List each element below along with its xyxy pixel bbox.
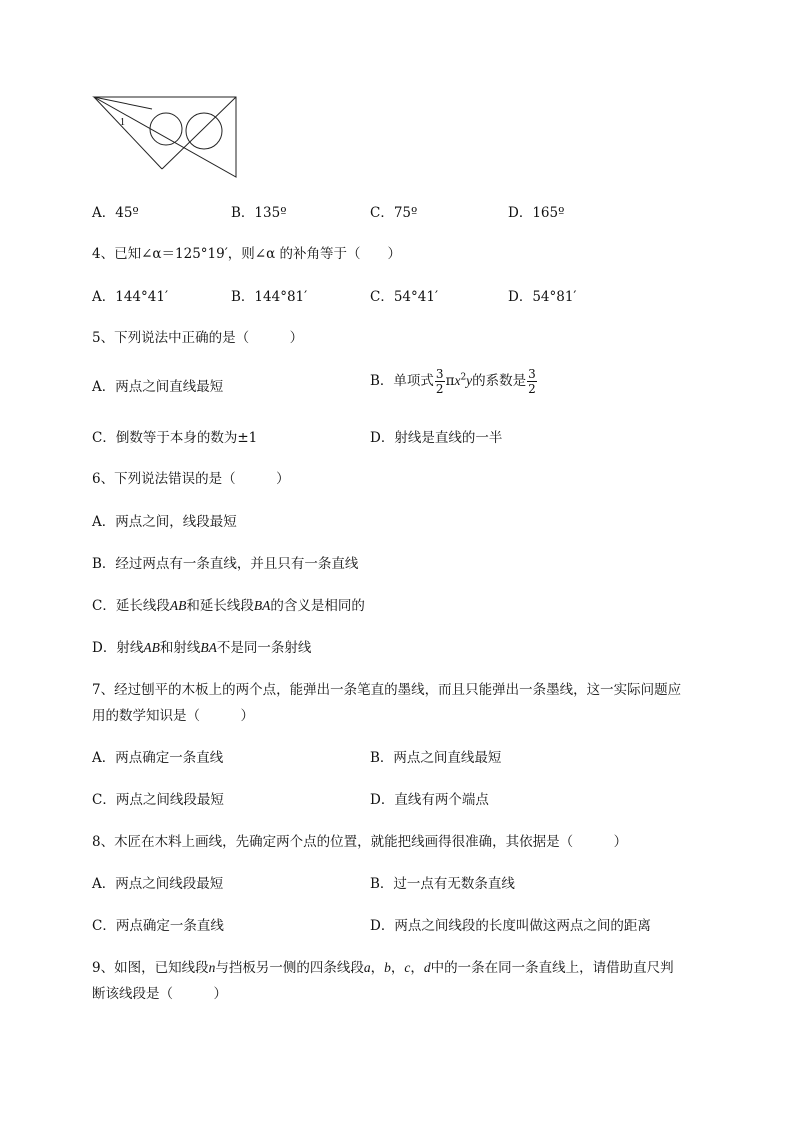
q4-option-b[interactable]: B．144°81′	[231, 289, 308, 305]
inner-line-1	[94, 97, 162, 169]
q5-option-d[interactable]: D．射线是直线的一半	[370, 430, 503, 446]
q9-stem-line1: 9、如图，已知线段n与挡板另一侧的四条线段a，b，c，d中的一条在同一条直线上，请借助直尺判	[92, 960, 674, 976]
right-circle	[186, 113, 222, 149]
q3-option-a[interactable]: A．45º	[92, 205, 139, 221]
q5-stem: 5、下列说法中正确的是（ ）	[92, 330, 304, 346]
q6-option-d[interactable]: D．射线AB和射线BA不是同一条射线	[92, 640, 312, 656]
q6-option-b[interactable]: B．经过两点有一条直线，并且只有一条直线	[92, 556, 359, 572]
inner-line-3	[94, 97, 152, 109]
q3-option-c[interactable]: C．75º	[370, 205, 418, 221]
q8-option-d[interactable]: D．两点之间线段的长度叫做这两点之间的距离	[370, 918, 651, 934]
q3-option-b[interactable]: B．135º	[231, 205, 287, 221]
q6-option-a[interactable]: A．两点之间，线段最短	[92, 514, 237, 530]
q8-option-a[interactable]: A．两点之间线段最短	[92, 876, 224, 892]
fraction-3-2: $\frac{3}{2}$	[435, 367, 444, 396]
ruler-triangle	[94, 97, 236, 177]
q7-option-c[interactable]: C．两点之间线段最短	[92, 792, 224, 808]
q8-option-b[interactable]: B．过一点有无数条直线	[370, 876, 515, 892]
q4-stem: 4、已知∠α＝125°19′，则∠α 的补角等于（ ）	[92, 246, 401, 262]
q8-stem: 8、木匠在木料上画线，先确定两个点的位置，就能把线画得很准确，其依据是（ ）	[92, 834, 628, 850]
q9-stem-line2: 断该线段是（ ）	[92, 986, 227, 1002]
fraction-3-2-answer: $\frac{3}{2}$	[528, 367, 536, 396]
inner-line-2	[162, 97, 236, 169]
q7-stem-line2: 用的数学知识是（ ）	[92, 708, 254, 724]
q7-option-b[interactable]: B．两点之间直线最短	[370, 750, 502, 766]
q5-option-a[interactable]: A．两点之间直线最短	[92, 379, 224, 395]
q7-option-d[interactable]: D．直线有两个端点	[370, 792, 489, 808]
q4-option-a[interactable]: A．144°41′	[92, 289, 169, 305]
angle-label-1: 1	[120, 117, 125, 128]
triangle-circles-figure	[90, 93, 250, 187]
left-circle	[150, 113, 182, 145]
q4-option-d[interactable]: D．54°81′	[508, 289, 577, 305]
q6-option-c[interactable]: C．延长线段AB和延长线段BA的含义是相同的	[92, 598, 365, 614]
q4-option-c[interactable]: C．54°41′	[370, 289, 439, 305]
q5-option-c[interactable]: C．倒数等于本身的数为±1	[92, 430, 258, 446]
q7-stem-line1: 7、经过刨平的木板上的两个点，能弹出一条笔直的墨线，而且只能弹出一条墨线，这一实际问题应	[92, 682, 682, 698]
q8-option-c[interactable]: C．两点确定一条直线	[92, 918, 224, 934]
figure-svg	[90, 93, 250, 183]
q6-stem: 6、下列说法错误的是（ ）	[92, 471, 290, 487]
q5-option-b[interactable]: B．单项式 $\frac{3}{2}$ $\pi x^2y$的系数是 $\frac{3}{2}$	[370, 367, 536, 396]
q7-option-a[interactable]: A．两点确定一条直线	[92, 750, 224, 766]
q3-option-d[interactable]: D．165º	[508, 205, 565, 221]
